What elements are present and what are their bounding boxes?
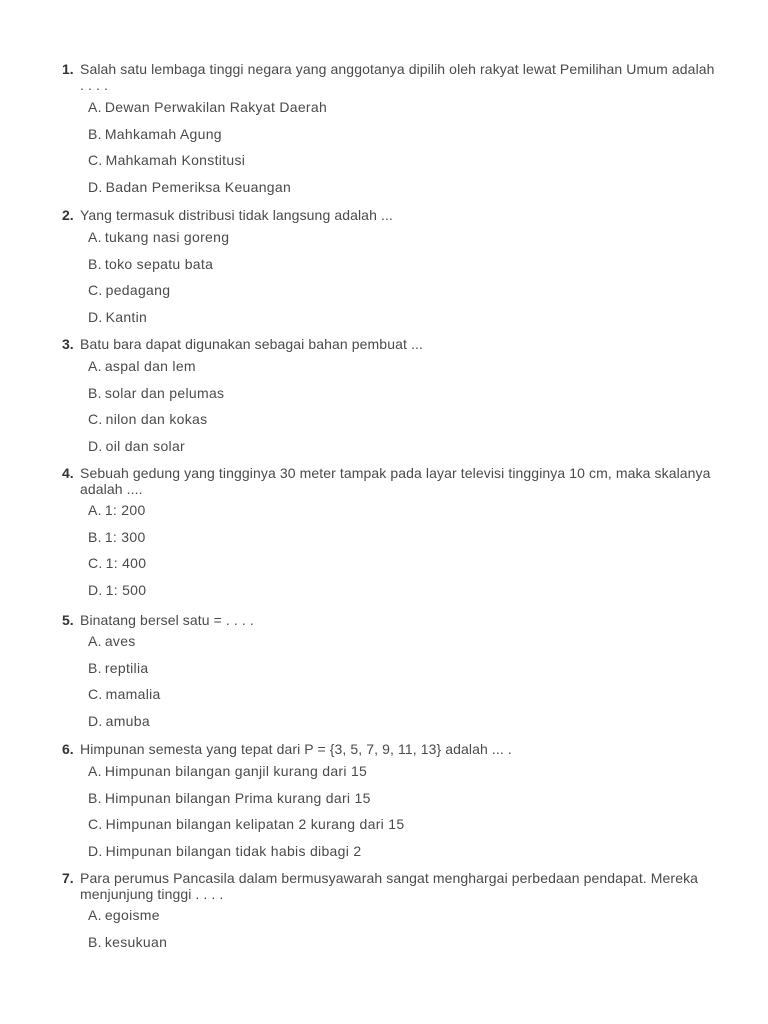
- option-d: [88, 304, 722, 331]
- option-letter: A.: [88, 907, 102, 923]
- option-a: [88, 94, 722, 121]
- option-list: [62, 628, 722, 734]
- option-letter: B.: [88, 933, 102, 950]
- option-letter: D.: [88, 842, 103, 859]
- option-letter: D.: [88, 581, 103, 598]
- option-b: [88, 251, 722, 278]
- option-d: [88, 174, 722, 201]
- option-a: [88, 497, 722, 524]
- option-letter: B.: [88, 659, 102, 676]
- option-text: Himpunan bilangan kelipatan 2 kurang dari 15: [105, 816, 405, 832]
- option-d: [88, 838, 722, 865]
- option-letter: C.: [88, 686, 103, 702]
- question-2: [62, 207, 722, 330]
- option-letter: A.: [88, 502, 102, 518]
- option-c: [88, 811, 722, 838]
- question-number: 2.: [62, 207, 74, 223]
- question-text: Salah satu lembaga tinggi negara yang anggotanya dipilih oleh rakyat lewat Pemilihan Umum adalah . . . .: [80, 61, 715, 93]
- option-letter: D.: [88, 712, 103, 729]
- question-text: Batu bara dapat digunakan sebagai bahan pembuat ...: [80, 336, 423, 352]
- question-text: Binatang bersel satu = . . . .: [80, 612, 254, 628]
- option-letter: C.: [88, 152, 103, 168]
- option-text: toko sepatu bata: [104, 255, 214, 272]
- option-text: egoisme: [104, 907, 160, 923]
- option-text: 1: 400: [105, 555, 147, 571]
- option-letter: B.: [88, 125, 102, 142]
- option-text: Mahkamah Agung: [104, 125, 222, 142]
- question-number: 7.: [62, 870, 74, 886]
- option-letter: C.: [88, 816, 103, 832]
- option-text: mamalia: [105, 686, 161, 702]
- option-d: [88, 433, 722, 460]
- option-text: reptilia: [104, 659, 149, 676]
- option-a: [88, 224, 722, 251]
- question-header: [62, 465, 722, 497]
- option-text: Dewan Perwakilan Rakyat Daerah: [104, 99, 328, 115]
- question-text: Para perumus Pancasila dalam bermusyawarah sangat menghargai perbedaan pendapat. Mereka menjunjung tinggi . . . .: [80, 870, 699, 902]
- option-text: 1: 200: [104, 502, 146, 518]
- option-letter: D.: [88, 437, 103, 454]
- option-list: [62, 902, 722, 955]
- question-header: [62, 612, 722, 628]
- option-letter: A.: [88, 763, 102, 779]
- question-text: Sebuah gedung yang tingginya 30 meter tampak pada layar televisi tingginya 10 cm, maka skalanya adalah ....: [80, 465, 711, 497]
- option-list: [62, 758, 722, 864]
- option-text: pedagang: [105, 282, 171, 298]
- question-7: [62, 870, 722, 955]
- option-c: [88, 406, 722, 433]
- option-letter: D.: [88, 178, 103, 195]
- option-text: Himpunan bilangan Prima kurang dari 15: [104, 789, 371, 806]
- option-d: [88, 708, 722, 735]
- option-list: [62, 94, 722, 200]
- option-text: nilon dan kokas: [105, 411, 208, 427]
- option-b: [88, 929, 722, 956]
- question-number: 1.: [62, 61, 74, 77]
- option-letter: B.: [88, 528, 102, 545]
- option-text: 1: 500: [105, 581, 147, 598]
- option-text: aves: [104, 633, 136, 649]
- option-letter: C.: [88, 555, 103, 571]
- option-list: [62, 497, 722, 603]
- option-a: [88, 628, 722, 655]
- question-text: Himpunan semesta yang tepat dari P = {3, 5, 7, 9, 11, 13} adalah ... .: [80, 741, 512, 757]
- question-6: [62, 741, 722, 864]
- question-header: [62, 207, 722, 223]
- option-text: aspal dan lem: [104, 358, 196, 374]
- question-1: [62, 61, 722, 200]
- question-4: [62, 465, 722, 603]
- option-letter: D.: [88, 308, 103, 325]
- option-b: [88, 785, 722, 812]
- option-a: [88, 758, 722, 785]
- option-list: [62, 353, 722, 459]
- option-letter: B.: [88, 384, 102, 401]
- option-text: Mahkamah Konstitusi: [105, 152, 246, 168]
- option-list: [62, 224, 722, 330]
- option-text: Himpunan bilangan tidak habis dibagi 2: [105, 842, 362, 859]
- question-header: [62, 741, 722, 757]
- question-5: [62, 612, 722, 734]
- option-letter: A.: [88, 633, 102, 649]
- option-c: [88, 550, 722, 577]
- option-a: [88, 902, 722, 929]
- option-b: [88, 380, 722, 407]
- option-text: kesukuan: [104, 933, 168, 950]
- option-letter: A.: [88, 358, 102, 374]
- option-d: [88, 577, 722, 604]
- option-text: Kantin: [105, 308, 148, 325]
- option-b: [88, 655, 722, 682]
- question-text: Yang termasuk distribusi tidak langsung adalah ...: [80, 207, 393, 223]
- question-header: [62, 61, 722, 93]
- option-letter: A.: [88, 99, 102, 115]
- question-number: 3.: [62, 336, 74, 352]
- question-number: 5.: [62, 612, 74, 628]
- question-3: [62, 336, 722, 459]
- option-text: Badan Pemeriksa Keuangan: [105, 178, 292, 195]
- option-b: [88, 121, 722, 148]
- option-letter: C.: [88, 282, 103, 298]
- option-text: Himpunan bilangan ganjil kurang dari 15: [104, 763, 368, 779]
- option-letter: A.: [88, 229, 102, 245]
- option-text: amuba: [105, 712, 150, 729]
- question-number: 4.: [62, 465, 74, 481]
- option-a: [88, 353, 722, 380]
- option-text: solar dan pelumas: [104, 384, 225, 401]
- option-text: oil dan solar: [105, 437, 185, 454]
- option-letter: C.: [88, 411, 103, 427]
- option-letter: B.: [88, 789, 102, 806]
- option-c: [88, 681, 722, 708]
- option-text: tukang nasi goreng: [104, 229, 230, 245]
- option-c: [88, 277, 722, 304]
- question-header: [62, 870, 722, 902]
- option-b: [88, 524, 722, 551]
- option-text: 1: 300: [104, 528, 146, 545]
- question-header: [62, 336, 722, 352]
- option-letter: B.: [88, 255, 102, 272]
- option-c: [88, 147, 722, 174]
- question-number: 6.: [62, 741, 74, 757]
